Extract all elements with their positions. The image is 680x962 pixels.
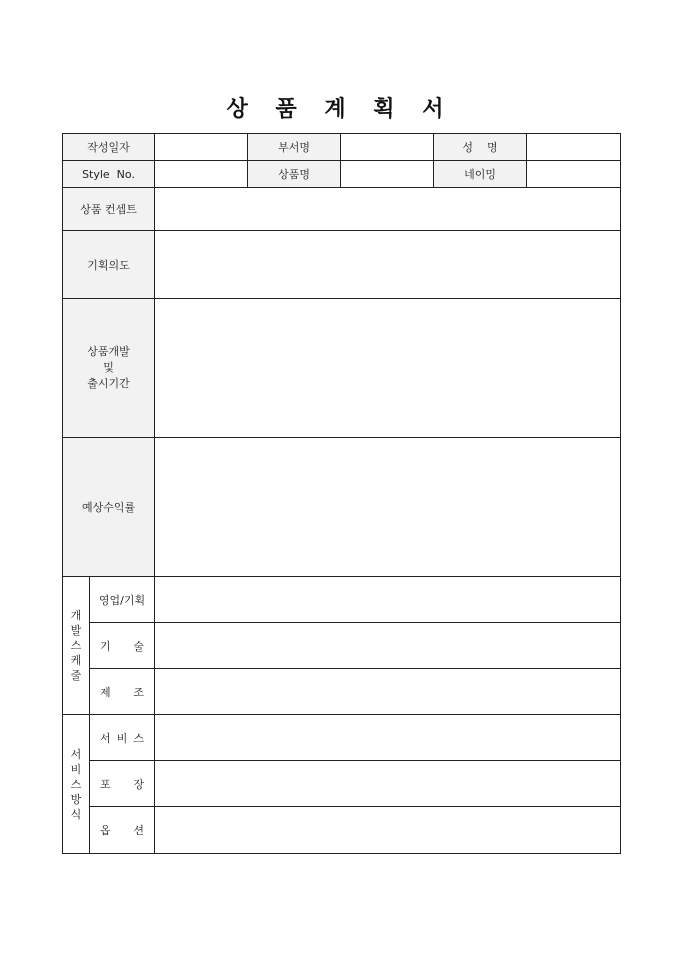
development-field[interactable] xyxy=(155,299,621,438)
development-label xyxy=(63,299,155,438)
style-no-field[interactable] xyxy=(155,161,248,188)
development-label-line-3: 출시기간 xyxy=(87,377,130,390)
schedule-manufacturing-row xyxy=(63,669,621,715)
dept-label: 부서명 xyxy=(248,134,341,161)
dept-field[interactable] xyxy=(341,134,434,161)
development-row xyxy=(63,299,621,438)
concept-row xyxy=(63,188,621,231)
tech-field[interactable] xyxy=(155,623,621,669)
product-plan-form xyxy=(62,133,621,854)
revenue-label: 예상수익률 xyxy=(63,438,155,577)
date-label: 작성일자 xyxy=(63,134,155,161)
style-no-label: Style No. xyxy=(63,161,155,188)
service-label: 서 비 스 xyxy=(90,715,155,761)
document-title: 상 품 계 획 서 xyxy=(226,97,454,122)
development-label-line-1: 상품개발 xyxy=(87,345,130,358)
manufacturing-label: 제 조 xyxy=(90,669,155,715)
service-group-label: 서 비 스 방 식 xyxy=(63,715,90,854)
packaging-label: 포 장 xyxy=(90,761,155,807)
name-field[interactable] xyxy=(527,134,621,161)
packaging-field[interactable] xyxy=(155,761,621,807)
schedule-sales-row xyxy=(63,577,621,623)
naming-field[interactable] xyxy=(527,161,621,188)
option-row xyxy=(63,807,621,854)
schedule-group-label: 개 발 스 케 줄 xyxy=(63,577,90,715)
option-field[interactable] xyxy=(155,807,621,854)
schedule-tech-row xyxy=(63,623,621,669)
intent-row xyxy=(63,231,621,299)
service-field[interactable] xyxy=(155,715,621,761)
sales-planning-field[interactable] xyxy=(155,577,621,623)
revenue-row xyxy=(63,438,621,577)
packaging-row xyxy=(63,761,621,807)
header-row-2 xyxy=(63,161,621,188)
intent-field[interactable] xyxy=(155,231,621,299)
development-label-line-2: 및 xyxy=(103,361,114,374)
header-row-1 xyxy=(63,134,621,161)
service-row xyxy=(63,715,621,761)
manufacturing-field[interactable] xyxy=(155,669,621,715)
product-name-field[interactable] xyxy=(341,161,434,188)
date-field[interactable] xyxy=(155,134,248,161)
sales-planning-label: 영업/기획 xyxy=(90,577,155,623)
concept-label: 상품 컨셉트 xyxy=(63,188,155,231)
concept-field[interactable] xyxy=(155,188,621,231)
tech-label: 기 술 xyxy=(90,623,155,669)
revenue-field[interactable] xyxy=(155,438,621,577)
intent-label: 기획의도 xyxy=(63,231,155,299)
naming-label: 네이밍 xyxy=(434,161,527,188)
name-label: 성 명 xyxy=(434,134,527,161)
option-label: 옵 션 xyxy=(90,807,155,854)
product-name-label: 상품명 xyxy=(248,161,341,188)
